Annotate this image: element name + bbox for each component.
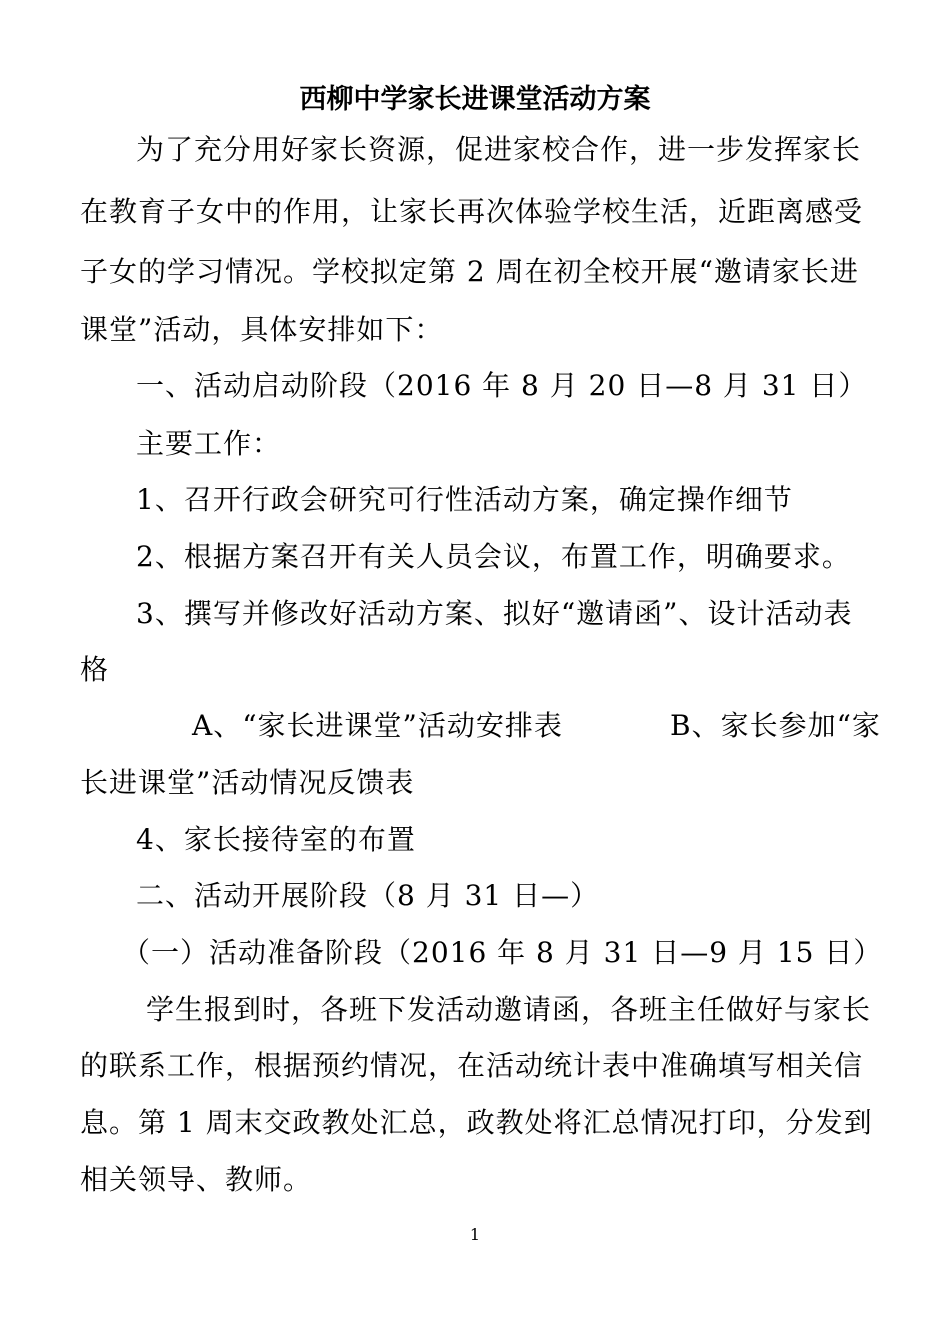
paragraph-line: 为了充分用好家长资源，促进家校合作，进一步发挥家长	[136, 133, 862, 166]
paragraph-line: 在教育子女中的作用，让家长再次体验学校生活，近距离感受	[80, 195, 864, 228]
list-item: 1、召开行政会研究可行性活动方案，确定操作细节	[136, 483, 793, 516]
paragraph-line: 子女的学习情况。学校拟定第 2 周在初全校开展“邀请家长进	[80, 255, 859, 288]
paragraph-line: 主要工作：	[136, 427, 282, 460]
paragraph-line: 息。第 1 周末交政教处汇总，政教处将汇总情况打印，分发到	[80, 1106, 873, 1139]
table-name-a: A、“家长进课堂”活动安排表	[192, 709, 563, 742]
paragraph-line: 的联系工作，根据预约情况，在活动统计表中准确填写相关信	[80, 1049, 864, 1082]
section-heading: 二、活动开展阶段（8 月 31 日—）	[136, 879, 600, 912]
paragraph-line: 相关领导、教师。	[80, 1163, 313, 1196]
subsection-heading: （一）活动准备阶段（2016 年 8 月 31 日—9 月 15 日）	[122, 936, 883, 969]
paragraph-line: 格	[80, 653, 110, 686]
paragraph-line: 学生报到时，各班下发活动邀请函，各班主任做好与家长	[146, 993, 872, 1026]
section-heading: 一、活动启动阶段（2016 年 8 月 20 日—8 月 31 日）	[136, 369, 868, 402]
list-item: 4、家长接待室的布置	[136, 823, 416, 856]
document-title: 西柳中学家长进课堂活动方案	[299, 84, 651, 115]
paragraph-line: 课堂”活动，具体安排如下：	[80, 313, 444, 346]
list-item: 2、根据方案召开有关人员会议，布置工作，明确要求。	[136, 540, 851, 573]
paragraph-line: 长进课堂”活动情况反馈表	[80, 766, 415, 799]
list-item: 3、撰写并修改好活动方案、拟好“邀请函”、设计活动表	[136, 597, 853, 630]
page-number: 1	[469, 1225, 481, 1244]
table-name-b: B、家长参加“家	[670, 709, 881, 742]
